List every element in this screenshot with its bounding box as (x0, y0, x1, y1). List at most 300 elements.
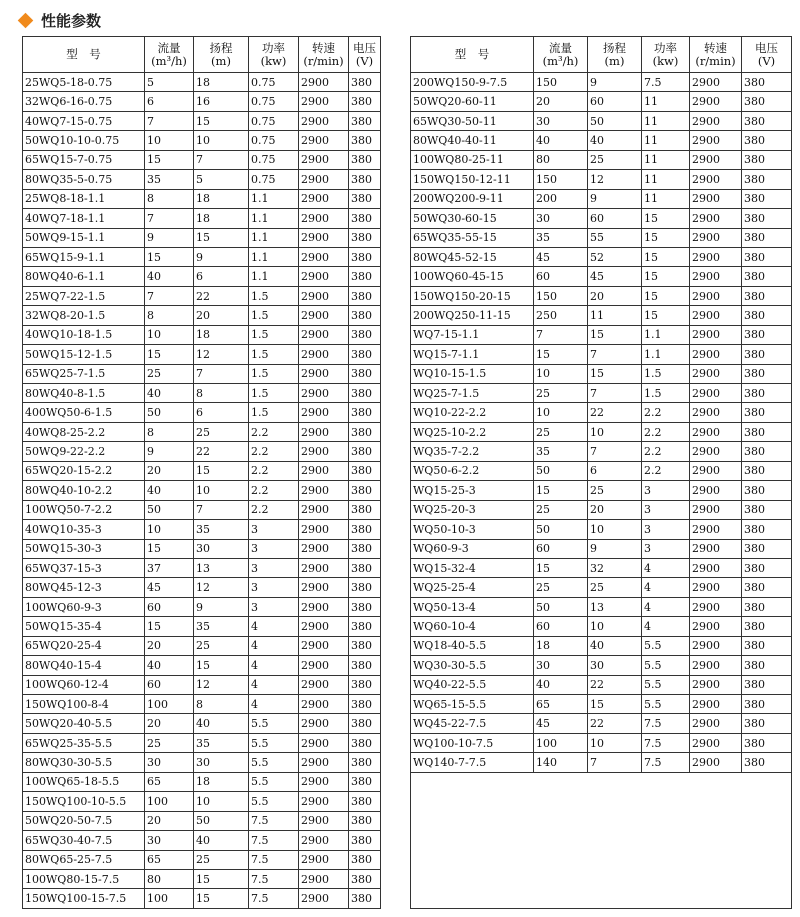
cell-model: WQ10-15-1.5 (411, 364, 534, 383)
cell-model: WQ50-10-3 (411, 520, 534, 539)
cell-power: 1.1 (249, 267, 299, 286)
cell-speed: 2900 (690, 150, 742, 169)
cell-model: WQ15-32-4 (411, 558, 534, 577)
cell-voltage: 380 (349, 306, 381, 325)
cell-voltage: 380 (742, 209, 792, 228)
cell-speed: 2900 (690, 656, 742, 675)
cell-flow: 9 (145, 228, 194, 247)
cell-voltage: 380 (349, 325, 381, 344)
cell-speed: 2900 (299, 889, 349, 908)
cell-model: WQ25-7-1.5 (411, 384, 534, 403)
table-row (23, 170, 381, 189)
cell-head: 30 (588, 656, 642, 675)
cell-voltage: 380 (742, 286, 792, 305)
cell-flow: 140 (534, 753, 588, 772)
cell-head: 25 (588, 150, 642, 169)
cell-flow: 10 (534, 364, 588, 383)
cell-head: 10 (588, 733, 642, 752)
cell-flow: 50 (534, 597, 588, 616)
cell-head: 9 (194, 247, 249, 266)
cell-flow: 50 (534, 461, 588, 480)
cell-flow: 10 (145, 131, 194, 150)
cell-voltage: 380 (742, 131, 792, 150)
cell-power: 2.2 (249, 500, 299, 519)
cell-power: 7.5 (249, 850, 299, 869)
cell-voltage: 380 (349, 403, 381, 422)
cell-model: 100WQ80-15-7.5 (23, 869, 145, 888)
cell-speed: 2900 (690, 636, 742, 655)
cell-model: 32WQ6-16-0.75 (23, 92, 145, 111)
table-row (23, 209, 381, 228)
cell-speed: 2900 (299, 461, 349, 480)
cell-power: 4 (249, 636, 299, 655)
cell-voltage: 380 (349, 578, 381, 597)
column-header-unit: (kw) (260, 53, 287, 68)
cell-speed: 2900 (690, 384, 742, 403)
cell-model: WQ65-15-5.5 (411, 695, 534, 714)
cell-power: 2.2 (249, 422, 299, 441)
table-row (23, 539, 381, 558)
cell-power: 1.1 (249, 209, 299, 228)
cell-power: 3 (249, 578, 299, 597)
cell-speed: 2900 (299, 228, 349, 247)
cell-flow: 15 (145, 345, 194, 364)
cell-speed: 2900 (299, 695, 349, 714)
table-row (23, 422, 381, 441)
cell-head: 25 (194, 850, 249, 869)
cell-power: 0.75 (249, 150, 299, 169)
cell-power: 1.5 (249, 306, 299, 325)
column-header-model (411, 37, 534, 73)
cell-power: 7.5 (642, 753, 690, 772)
cell-power: 11 (642, 150, 690, 169)
cell-model: WQ100-10-7.5 (411, 733, 534, 752)
cell-head: 10 (194, 481, 249, 500)
cell-flow: 50 (534, 520, 588, 539)
cell-power: 15 (642, 247, 690, 266)
cell-model: 100WQ80-25-11 (411, 150, 534, 169)
cell-head: 15 (588, 325, 642, 344)
cell-speed: 2900 (299, 92, 349, 111)
cell-head: 20 (194, 306, 249, 325)
column-header-label: 扬程 (209, 40, 233, 55)
cell-voltage: 380 (349, 811, 381, 830)
cell-voltage: 380 (742, 539, 792, 558)
cell-power: 2.2 (642, 442, 690, 461)
table-row (411, 481, 792, 500)
cell-model: 65WQ25-7-1.5 (23, 364, 145, 383)
cell-power: 2.2 (249, 461, 299, 480)
cell-model: 50WQ15-30-3 (23, 539, 145, 558)
cell-head: 15 (194, 111, 249, 130)
column-header-unit: (m³/h) (151, 53, 187, 68)
cell-head: 15 (588, 364, 642, 383)
cell-head: 30 (194, 753, 249, 772)
cell-voltage: 380 (349, 481, 381, 500)
cell-model: WQ50-13-4 (411, 597, 534, 616)
cell-speed: 2900 (299, 267, 349, 286)
cell-head: 22 (194, 442, 249, 461)
cell-speed: 2900 (299, 675, 349, 694)
cell-head: 60 (588, 209, 642, 228)
cell-voltage: 380 (349, 461, 381, 480)
cell-flow: 15 (534, 481, 588, 500)
cell-flow: 20 (145, 811, 194, 830)
cell-head: 60 (588, 92, 642, 111)
cell-model: 80WQ40-8-1.5 (23, 384, 145, 403)
cell-model: 80WQ45-52-15 (411, 247, 534, 266)
cell-speed: 2900 (299, 831, 349, 850)
cell-power: 1.1 (642, 325, 690, 344)
cell-model: 65WQ15-9-1.1 (23, 247, 145, 266)
cell-voltage: 380 (349, 753, 381, 772)
cell-head: 30 (194, 539, 249, 558)
column-header-model (23, 37, 145, 73)
cell-speed: 2900 (299, 150, 349, 169)
cell-model: WQ60-9-3 (411, 539, 534, 558)
cell-speed: 2900 (690, 442, 742, 461)
table-row (411, 442, 792, 461)
column-header-label: 功率 (654, 40, 677, 55)
cell-model: 50WQ20-40-5.5 (23, 714, 145, 733)
cell-flow: 6 (145, 92, 194, 111)
cell-voltage: 380 (349, 558, 381, 577)
cell-power: 5.5 (642, 695, 690, 714)
cell-speed: 2900 (690, 131, 742, 150)
cell-voltage: 380 (349, 267, 381, 286)
cell-speed: 2900 (299, 247, 349, 266)
cell-voltage: 380 (742, 617, 792, 636)
cell-flow: 15 (534, 558, 588, 577)
cell-speed: 2900 (299, 442, 349, 461)
table-row (23, 558, 381, 577)
table-row (23, 286, 381, 305)
cell-voltage: 380 (349, 150, 381, 169)
cell-voltage: 380 (349, 850, 381, 869)
cell-model: 80WQ40-15-4 (23, 656, 145, 675)
cell-head: 45 (588, 267, 642, 286)
column-header-unit: (m) (211, 53, 231, 68)
column-header-label: 型 号 (454, 47, 490, 61)
cell-speed: 2900 (690, 617, 742, 636)
cell-model: WQ45-22-7.5 (411, 714, 534, 733)
cell-model: 65WQ37-15-3 (23, 558, 145, 577)
cell-head: 10 (588, 617, 642, 636)
column-header-unit: (V) (757, 53, 776, 68)
cell-model: 150WQ100-8-4 (23, 695, 145, 714)
table-row (23, 247, 381, 266)
cell-power: 15 (642, 228, 690, 247)
cell-head: 15 (588, 695, 642, 714)
cell-model: 40WQ7-15-0.75 (23, 111, 145, 130)
cell-head: 10 (588, 520, 642, 539)
cell-voltage: 380 (349, 228, 381, 247)
table-row (23, 111, 381, 130)
cell-speed: 2900 (299, 422, 349, 441)
cell-flow: 25 (534, 578, 588, 597)
cell-head: 7 (588, 384, 642, 403)
cell-flow: 7 (145, 209, 194, 228)
cell-voltage: 380 (349, 286, 381, 305)
cell-voltage: 380 (742, 578, 792, 597)
cell-flow: 7 (534, 325, 588, 344)
cell-head: 7 (194, 500, 249, 519)
cell-voltage: 380 (349, 675, 381, 694)
cell-model: 80WQ40-10-2.2 (23, 481, 145, 500)
cell-flow: 15 (534, 345, 588, 364)
table-row (411, 617, 792, 636)
cell-voltage: 380 (742, 267, 792, 286)
cell-head: 52 (588, 247, 642, 266)
column-header-voltage (742, 37, 792, 73)
column-header-unit: (r/min) (695, 53, 736, 68)
cell-head: 32 (588, 558, 642, 577)
cell-head: 7 (194, 150, 249, 169)
cell-speed: 2900 (690, 481, 742, 500)
cell-model: WQ10-22-2.2 (411, 403, 534, 422)
table-row (23, 92, 381, 111)
table-row (411, 228, 792, 247)
table-row (23, 461, 381, 480)
table-row (23, 733, 381, 752)
cell-model: 40WQ10-35-3 (23, 520, 145, 539)
cell-model: 100WQ60-45-15 (411, 267, 534, 286)
cell-head: 7 (588, 345, 642, 364)
cell-head: 9 (588, 73, 642, 92)
cell-model: 150WQ150-12-11 (411, 170, 534, 189)
cell-voltage: 380 (349, 792, 381, 811)
cell-model: 50WQ9-15-1.1 (23, 228, 145, 247)
cell-head: 40 (194, 831, 249, 850)
table-row (23, 597, 381, 616)
cell-power: 2.2 (249, 481, 299, 500)
table-row (411, 345, 792, 364)
cell-flow: 200 (534, 189, 588, 208)
table-row (23, 325, 381, 344)
spec-table-left (22, 36, 381, 909)
cell-model: 50WQ9-22-2.2 (23, 442, 145, 461)
column-header-speed (299, 37, 349, 73)
cell-speed: 2900 (690, 500, 742, 519)
cell-power: 1.5 (642, 384, 690, 403)
cell-speed: 2900 (299, 325, 349, 344)
table-row (23, 520, 381, 539)
cell-model: 100WQ50-7-2.2 (23, 500, 145, 519)
cell-speed: 2900 (299, 714, 349, 733)
table-row (411, 656, 792, 675)
cell-flow: 20 (145, 461, 194, 480)
cell-head: 18 (194, 189, 249, 208)
cell-model: 200WQ150-9-7.5 (411, 73, 534, 92)
cell-flow: 40 (145, 656, 194, 675)
cell-head: 16 (194, 92, 249, 111)
cell-model: 25WQ7-22-1.5 (23, 286, 145, 305)
cell-speed: 2900 (299, 539, 349, 558)
cell-voltage: 380 (742, 306, 792, 325)
column-header-label: 转速 (312, 40, 335, 55)
cell-speed: 2900 (690, 714, 742, 733)
cell-speed: 2900 (299, 558, 349, 577)
cell-head: 9 (588, 539, 642, 558)
cell-model: WQ35-7-2.2 (411, 442, 534, 461)
column-header-head (194, 37, 249, 73)
cell-head: 35 (194, 733, 249, 752)
cell-head: 15 (194, 461, 249, 480)
cell-speed: 2900 (299, 733, 349, 752)
cell-model: 50WQ30-60-15 (411, 209, 534, 228)
cell-voltage: 380 (349, 73, 381, 92)
cell-power: 5.5 (249, 753, 299, 772)
cell-power: 3 (642, 520, 690, 539)
cell-voltage: 380 (349, 636, 381, 655)
cell-head: 55 (588, 228, 642, 247)
cell-flow: 30 (145, 753, 194, 772)
cell-voltage: 380 (349, 520, 381, 539)
table-row (23, 131, 381, 150)
cell-head: 18 (194, 772, 249, 791)
cell-speed: 2900 (299, 481, 349, 500)
cell-flow: 100 (145, 792, 194, 811)
cell-flow: 65 (145, 772, 194, 791)
table-row (23, 656, 381, 675)
cell-power: 1.5 (249, 364, 299, 383)
cell-power: 7.5 (642, 73, 690, 92)
table-row (411, 403, 792, 422)
cell-speed: 2900 (299, 131, 349, 150)
cell-flow: 100 (145, 889, 194, 908)
cell-head: 6 (194, 267, 249, 286)
cell-voltage: 380 (742, 714, 792, 733)
cell-power: 5.5 (642, 656, 690, 675)
cell-model: WQ50-6-2.2 (411, 461, 534, 480)
cell-head: 8 (194, 384, 249, 403)
cell-flow: 40 (534, 675, 588, 694)
cell-flow: 40 (145, 267, 194, 286)
cell-speed: 2900 (299, 209, 349, 228)
table-row (23, 714, 381, 733)
cell-voltage: 380 (349, 247, 381, 266)
cell-model: WQ60-10-4 (411, 617, 534, 636)
column-header-unit: (m) (604, 53, 625, 68)
cell-voltage: 380 (349, 345, 381, 364)
cell-voltage: 380 (349, 209, 381, 228)
cell-speed: 2900 (690, 73, 742, 92)
column-header-label: 电压 (353, 40, 376, 55)
cell-head: 20 (588, 286, 642, 305)
cell-flow: 45 (145, 578, 194, 597)
cell-power: 7.5 (249, 889, 299, 908)
cell-power: 15 (642, 209, 690, 228)
table-row (23, 831, 381, 850)
cell-power: 5.5 (249, 714, 299, 733)
table-row (411, 539, 792, 558)
cell-flow: 8 (145, 422, 194, 441)
cell-flow: 35 (534, 228, 588, 247)
cell-voltage: 380 (742, 111, 792, 130)
table-row (411, 150, 792, 169)
cell-head: 35 (194, 520, 249, 539)
column-header-power (249, 37, 299, 73)
cell-power: 5.5 (249, 772, 299, 791)
table-row (411, 695, 792, 714)
cell-flow: 25 (145, 364, 194, 383)
cell-voltage: 380 (349, 869, 381, 888)
cell-head: 12 (194, 578, 249, 597)
cell-speed: 2900 (299, 345, 349, 364)
cell-speed: 2900 (299, 170, 349, 189)
table-row (411, 131, 792, 150)
empty-row (411, 772, 792, 908)
section-title: 性能参数 (41, 11, 102, 30)
cell-head: 9 (194, 597, 249, 616)
cell-flow: 25 (534, 384, 588, 403)
cell-head: 40 (588, 131, 642, 150)
cell-speed: 2900 (299, 111, 349, 130)
section-heading (16, 8, 101, 32)
table-row (23, 267, 381, 286)
cell-flow: 35 (534, 442, 588, 461)
cell-model: 65WQ30-50-11 (411, 111, 534, 130)
cell-model: 50WQ20-50-7.5 (23, 811, 145, 830)
cell-voltage: 380 (349, 189, 381, 208)
cell-voltage: 380 (742, 597, 792, 616)
cell-flow: 100 (534, 733, 588, 752)
cell-voltage: 380 (742, 325, 792, 344)
cell-flow: 80 (534, 150, 588, 169)
cell-flow: 8 (145, 189, 194, 208)
cell-power: 0.75 (249, 111, 299, 130)
cell-head: 7 (588, 753, 642, 772)
table-row (23, 695, 381, 714)
cell-flow: 60 (145, 675, 194, 694)
cell-power: 15 (642, 267, 690, 286)
cell-head: 6 (588, 461, 642, 480)
table-row (23, 811, 381, 830)
table-row (23, 889, 381, 908)
table-row (411, 111, 792, 130)
cell-power: 1.5 (249, 403, 299, 422)
cell-flow: 20 (145, 636, 194, 655)
cell-power: 3 (249, 597, 299, 616)
column-header-label: 流量 (549, 40, 572, 55)
cell-model: 40WQ10-18-1.5 (23, 325, 145, 344)
cell-model: WQ25-10-2.2 (411, 422, 534, 441)
cell-speed: 2900 (299, 189, 349, 208)
cell-head: 9 (588, 189, 642, 208)
cell-flow: 5 (145, 73, 194, 92)
table-row (23, 578, 381, 597)
cell-power: 7.5 (249, 831, 299, 850)
cell-flow: 60 (534, 267, 588, 286)
cell-speed: 2900 (690, 345, 742, 364)
cell-speed: 2900 (690, 170, 742, 189)
table-row (23, 850, 381, 869)
cell-voltage: 380 (349, 384, 381, 403)
cell-model: WQ25-20-3 (411, 500, 534, 519)
cell-voltage: 380 (349, 500, 381, 519)
cell-power: 0.75 (249, 73, 299, 92)
cell-power: 4 (642, 597, 690, 616)
column-header-unit: (kw) (652, 53, 679, 68)
cell-head: 22 (588, 403, 642, 422)
cell-speed: 2900 (299, 792, 349, 811)
empty-cell (411, 772, 792, 908)
cell-voltage: 380 (349, 656, 381, 675)
cell-head: 22 (194, 286, 249, 305)
cell-head: 8 (194, 695, 249, 714)
cell-model: 25WQ5-18-0.75 (23, 73, 145, 92)
cell-flow: 8 (145, 306, 194, 325)
